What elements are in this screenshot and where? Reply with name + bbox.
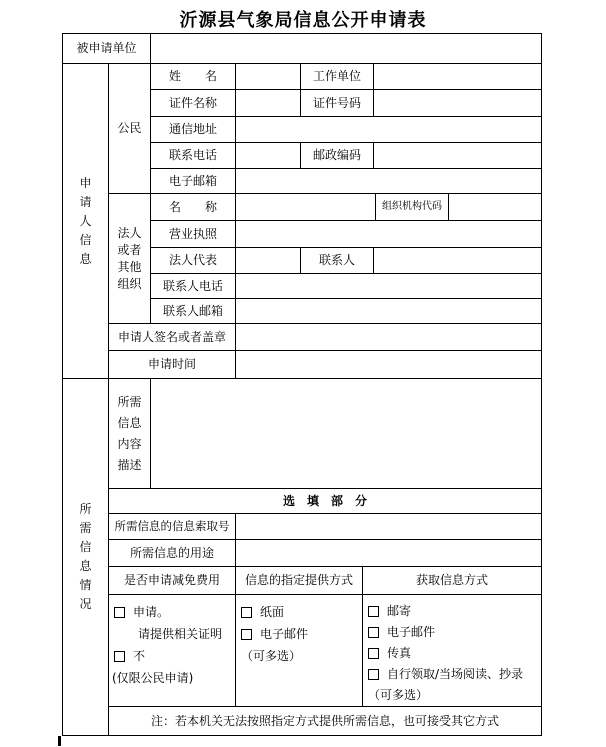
option-label: 电子邮件 <box>387 625 436 640</box>
option-label: 请提供相关证明 <box>138 626 223 641</box>
address-value-cell[interactable] <box>236 117 542 143</box>
checkbox-obtain-mail-icon[interactable] <box>368 606 379 617</box>
checkbox-fee-apply-icon[interactable] <box>114 607 125 618</box>
apply-time-value-cell[interactable] <box>236 351 542 379</box>
phone-value-cell[interactable] <box>236 143 301 169</box>
note-row: 注：若本机关无法按照指定方式提供所需信息，也可接受其它方式 <box>109 707 542 736</box>
option-fee-proof-note <box>112 623 222 645</box>
option-provide-multi-note <box>239 645 301 667</box>
option-label: （可多选） <box>241 648 302 663</box>
option-obtain-email[interactable] <box>366 622 435 643</box>
contact-value-cell[interactable] <box>374 248 542 274</box>
org-name-value-cell[interactable] <box>236 194 376 221</box>
option-fee-no[interactable] <box>112 645 145 667</box>
contact-email-label: 联系人邮箱 <box>151 299 236 324</box>
description-value-cell[interactable] <box>151 379 542 489</box>
legal-rep-value-cell[interactable] <box>236 248 301 274</box>
option-label: （可多选） <box>368 688 429 703</box>
checkbox-obtain-fax-icon[interactable] <box>368 648 379 659</box>
application-form-table <box>62 33 542 736</box>
contact-phone-value-cell[interactable] <box>236 274 542 299</box>
id-number-value-cell[interactable] <box>374 90 542 117</box>
applied-unit-value-cell[interactable] <box>151 34 542 64</box>
contact-label: 联系人 <box>301 248 374 274</box>
work-unit-label: 工作单位 <box>301 64 374 90</box>
option-fee-apply[interactable] <box>112 601 169 623</box>
description-label: 所需信息内容描述 <box>109 379 151 489</box>
option-provide-paper[interactable] <box>239 601 284 623</box>
checkbox-provide-email-icon[interactable] <box>241 629 252 640</box>
option-label: (仅限公民申请) <box>112 670 194 685</box>
postcode-value-cell[interactable] <box>374 143 542 169</box>
id-name-label: 证件名称 <box>151 90 236 117</box>
organization-group-label: 法人或者其他组织 <box>109 194 151 324</box>
email-label: 电子邮箱 <box>151 169 236 194</box>
option-label: 自行领取/当场阅读、抄录 <box>387 667 524 682</box>
org-code-value-cell[interactable] <box>449 194 542 221</box>
fee-waiver-options-cell <box>109 595 236 707</box>
address-label: 通信地址 <box>151 117 236 143</box>
license-value-cell[interactable] <box>236 221 542 248</box>
option-obtain-multi-note <box>366 685 428 706</box>
option-label: 电子邮件 <box>260 626 309 641</box>
signature-value-cell[interactable] <box>236 324 542 351</box>
signature-label: 申请人签名或者盖章 <box>109 324 236 351</box>
provide-method-options-cell <box>236 595 363 707</box>
id-number-label: 证件号码 <box>301 90 374 117</box>
phone-label: 联系电话 <box>151 143 236 169</box>
obtain-method-options-cell <box>363 595 542 707</box>
option-provide-email[interactable] <box>239 623 308 645</box>
checkbox-obtain-selfpickup-icon[interactable] <box>368 669 379 680</box>
org-code-label: 组织机构代码 <box>376 194 449 221</box>
option-obtain-selfpickup[interactable] <box>366 664 523 685</box>
license-label: 营业执照 <box>151 221 236 248</box>
index-number-value-cell[interactable] <box>236 514 542 540</box>
option-label: 传真 <box>387 646 412 661</box>
optional-part-header: 选 填 部 分 <box>109 489 542 514</box>
name-label: 姓 名 <box>151 64 236 90</box>
citizen-group-label: 公民 <box>109 64 151 194</box>
option-label: 纸面 <box>260 604 285 619</box>
contact-email-value-cell[interactable] <box>236 299 542 324</box>
index-number-label: 所需信息的信息索取号 <box>109 514 236 540</box>
checkbox-obtain-email-icon[interactable] <box>368 627 379 638</box>
option-label: 申请。 <box>133 604 170 619</box>
apply-time-label: 申请时间 <box>109 351 236 379</box>
purpose-value-cell[interactable] <box>236 540 542 567</box>
contact-phone-label: 联系人电话 <box>151 274 236 299</box>
legal-rep-label: 法人代表 <box>151 248 236 274</box>
applicant-section-label: 申请人信息 <box>63 64 109 379</box>
required-info-section-label: 所需信息情况 <box>63 379 109 736</box>
postcode-label: 邮政编码 <box>301 143 374 169</box>
id-name-value-cell[interactable] <box>236 90 301 117</box>
page-title: 沂源县气象局信息公开申请表 <box>179 10 427 31</box>
checkbox-fee-no-icon[interactable] <box>114 651 125 662</box>
provide-method-header: 信息的指定提供方式 <box>236 567 363 595</box>
applied-unit-label: 被申请单位 <box>63 34 151 64</box>
checkbox-provide-paper-icon[interactable] <box>241 607 252 618</box>
fee-waiver-header: 是否申请减免费用 <box>109 567 236 595</box>
option-label: 邮寄 <box>387 604 412 619</box>
option-obtain-fax[interactable] <box>366 643 411 664</box>
obtain-method-header: 获取信息方式 <box>363 567 542 595</box>
purpose-label: 所需信息的用途 <box>109 540 236 567</box>
option-obtain-mail[interactable] <box>366 601 411 622</box>
option-label: 不 <box>133 648 146 663</box>
name-value-cell[interactable] <box>236 64 301 90</box>
email-value-cell[interactable] <box>236 169 542 194</box>
work-unit-value-cell[interactable] <box>374 64 542 90</box>
text-cursor <box>58 736 61 746</box>
option-fee-citizen-only-note <box>112 667 193 689</box>
org-name-label: 名 称 <box>151 194 236 221</box>
